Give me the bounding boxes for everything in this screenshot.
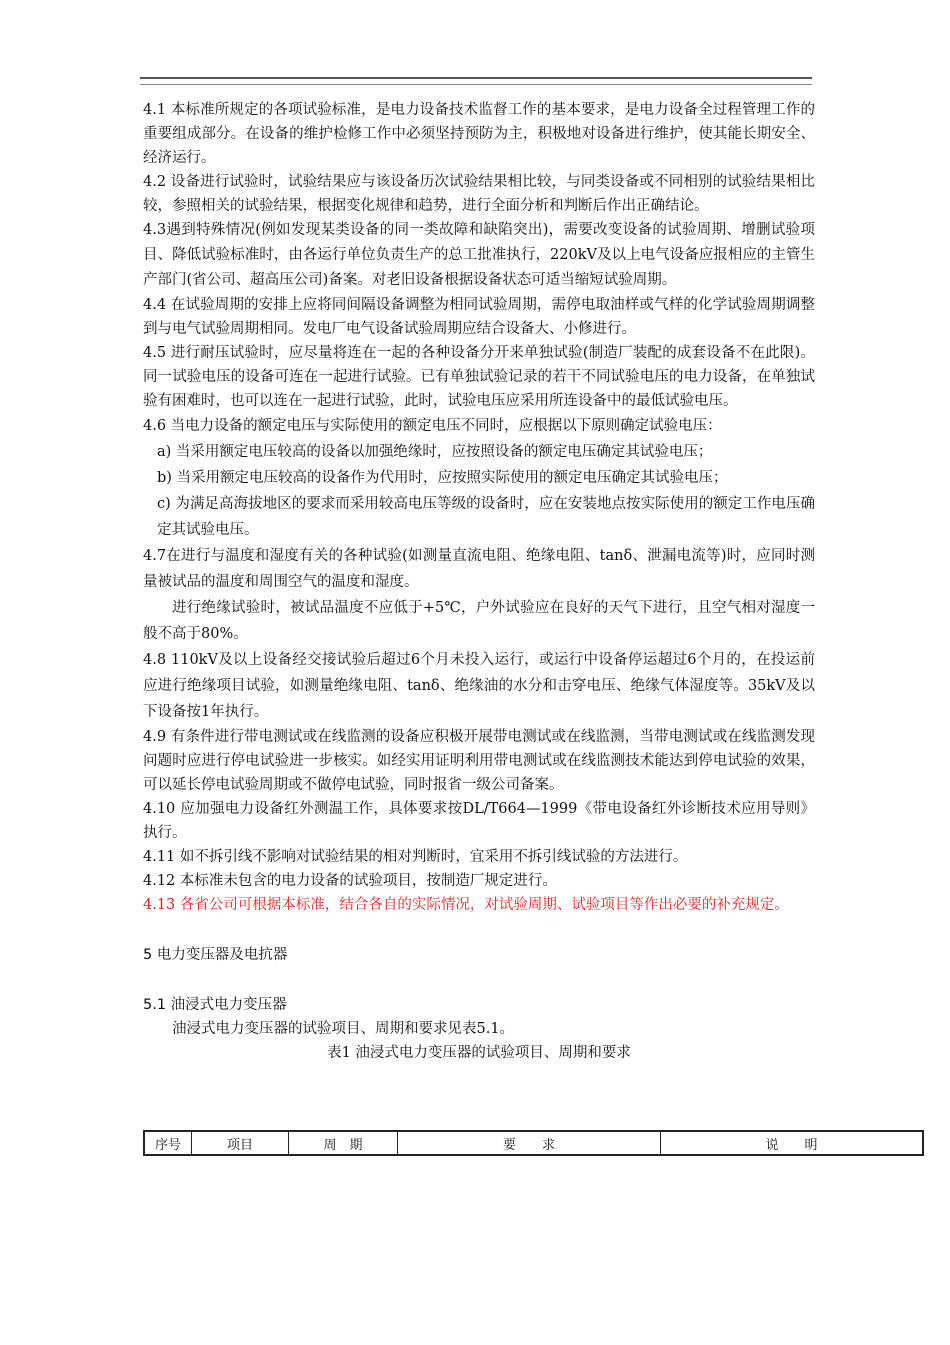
header-rule (140, 77, 812, 85)
clause-4-5: 4.5 进行耐压试验时，应尽量将连在一起的各种设备分开来单独试验(制造厂装配的成套设备不在此限)。同一试验电压的设备可连在一起进行试验。已有单独试验记录的若干不同试验电压的电力设备，在单独试验有困难时，也可以连在一起进行试验，此时，试验电压应采用所连设备中的最低试验电压。 (143, 345, 815, 409)
clause-4-7-note: 进行绝缘试验时，被试品温度不应低于+5℃，户外试验应在良好的天气下进行，且空气相对湿度一般不高于80%。 (143, 600, 815, 642)
clause-4-6-a: a) 当采用额定电压较高的设备以加强绝缘时，应按照设备的额定电压确定其试验电压； (157, 444, 713, 460)
clause-4-11: 4.11 如不拆引线不影响对试验结果的相对判断时，宜采用不拆引线试验的方法进行。 (143, 849, 688, 865)
header-cell-period: 周 期 (289, 1131, 398, 1155)
clause-4-1: 4.1 本标准所规定的各项试验标准，是电力设备技术监督工作的基本要求，是电力设备全过程管理工作的重要组成部分。在设备的维护检修工作中必须坚持预防为主，积极地对设备进行维护，使其能长期安全、经济运行。 (143, 102, 815, 166)
clause-4-9: 4.9 有条件进行带电测试或在线监测的设备应积极开展带电测试或在线监测，当带电测试或在线监测发现问题时应进行停电试验进一步核实。如经实用证明利用带电测试或在线监测技术能达到停电试验的效果，可以延长停电试验周期或不做停电试验，同时报省一级公司备案。 (143, 729, 815, 793)
clause-4-6: 4.6 当电力设备的额定电压与实际使用的额定电压不同时，应根据以下原则确定试验电压： (143, 418, 722, 434)
header-cell-index: 序号 (144, 1131, 192, 1155)
section-heading: 5 电力变压器及电抗器 (143, 947, 288, 963)
clause-4-8: 4.8 110kV及以上设备经交接试验后超过6个月未投入运行，或运行中设备停运超过6个月的，在投运前应进行绝缘项目试验，如测量绝缘电阻、tanδ、绝缘油的水分和击穿电压、绝缘气体湿度等。35kV及以下设备按1年执行。 (143, 652, 815, 720)
table-caption: 表1 油浸式电力变压器的试验项目、周期和要求 (327, 1045, 631, 1061)
clause-4-2: 4.2 设备进行试验时，试验结果应与该设备历次试验结果相比较，与同类设备或不同相别的试验结果相比较，参照相关的试验结果，根据变化规律和趋势，进行全面分析和判断后作出正确结论。 (143, 174, 815, 214)
clause-4-7: 4.7在进行与温度和湿度有关的各种试验(如测量直流电阻、绝缘电阻、tanδ、泄漏电流等)时，应同时测量被试品的温度和周围空气的温度和湿度。 (143, 548, 815, 590)
clause-4-4: 4.4 在试验周期的安排上应将同间隔设备调整为相同试验周期，需停电取油样或气样的化学试验周期调整到与电气试验周期相同。发电厂电气设备试验周期应结合设备大、小修进行。 (143, 297, 815, 337)
clause-4-10: 4.10 应加强电力设备红外测温工作，具体要求按DL/T664—1999《带电设备红外诊断技术应用导则》执行。 (143, 801, 815, 841)
clause-4-13: 4.13 各省公司可根据本标准，结合各自的实际情况，对试验周期、试验项目等作出必要的补充规定。 (143, 897, 789, 913)
clause-4-3: 4.3遇到特殊情况(例如发现某类设备的同一类故障和缺陷突出)，需要改变设备的试验周期、增删试验项目、降低试验标准时，由各运行单位负责生产的总工批准执行，220kV及以上电气设备应报相应的主管生产部门(省公司、超高压公司)备案。对老旧设备根据设备状态可适当缩短试验周期。 (143, 222, 815, 288)
clause-4-6-b: b) 当采用额定电压较高的设备作为代用时，应按照实际使用的额定电压确定其试验电压； (157, 470, 728, 486)
clause-4-12: 4.12 本标准未包含的电力设备的试验项目，按制造厂规定进行。 (143, 873, 557, 889)
table-header-row (144, 1131, 923, 1155)
header-cell-requirement: 要 求 (398, 1131, 661, 1155)
clause-4-6-c: c) 为满足高海拔地区的要求而采用较高电压等级的设备时，应在安装地点按实际使用的额定工作电压确定其试验电压。 (157, 496, 815, 538)
document-body (143, 98, 815, 1065)
header-cell-item: 项目 (192, 1131, 289, 1155)
test-items-table (143, 1130, 924, 1156)
table-intro: 油浸式电力变压器的试验项目、周期和要求见表5.1。 (172, 1021, 515, 1037)
header-cell-notes: 说 明 (661, 1131, 924, 1155)
subsection-heading: 5.1 油浸式电力变压器 (143, 997, 287, 1013)
